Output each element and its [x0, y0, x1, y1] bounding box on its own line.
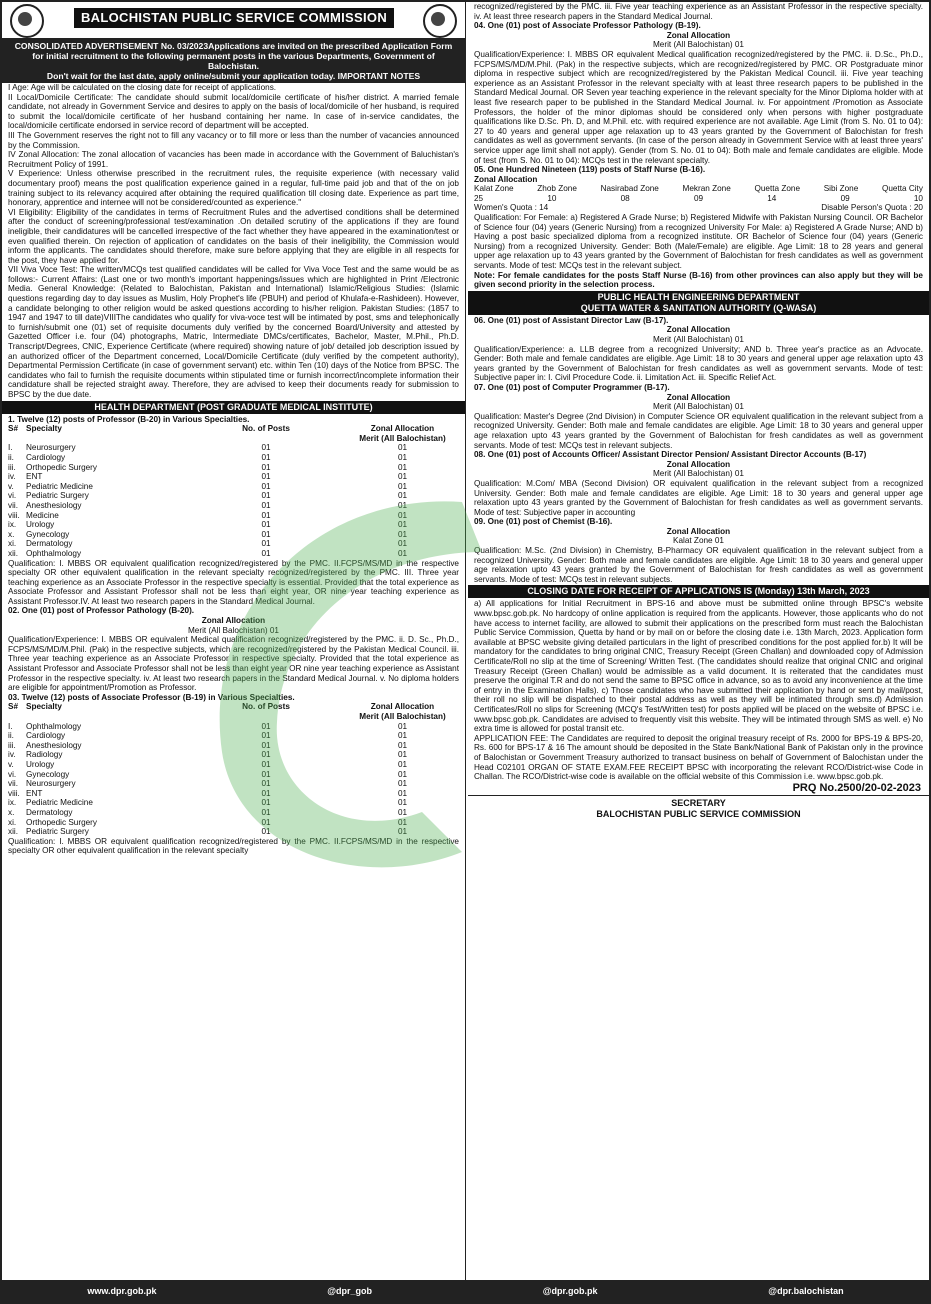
table-cell: vi. — [8, 769, 17, 779]
table-cell: Neurosurgery — [26, 779, 76, 789]
post-4-merit: Merit (All Balochistan) 01 — [652, 40, 744, 50]
table-cell: 01 — [397, 472, 408, 482]
table-cell: vi. — [8, 491, 17, 501]
post-3-title: 03. Twelve (12) posts of Associate Professor (B-19) in Various Specialties. — [8, 692, 295, 702]
table-row — [2, 789, 465, 799]
post-8-qualification: Qualification: M.Com/ MBA (Second Division) OR equivalent qualification in the relevant subject from a recognized University. Gender: Both male and female candidates are eligible. Age Limit: 18 to 30 years and general upper age relaxation upto 43 years granted by the Government of Balochistan for fresh candidates as well as government servants. Mode of test: Subjective paper in accounting — [474, 478, 923, 517]
bpsc-logo-icon — [423, 4, 457, 38]
post-3-table — [2, 722, 465, 837]
post-6-merit: Merit (All Balochistan) 01 — [652, 335, 744, 344]
table-cell: ENT — [26, 472, 43, 482]
table-row — [2, 741, 465, 751]
table-cell: iv. — [8, 750, 16, 760]
table-cell: 01 — [261, 520, 271, 530]
post-6-zonal: Zonal Allocation — [666, 325, 731, 335]
table-cell: 01 — [397, 807, 408, 817]
zone-name: Quetta City — [881, 184, 923, 194]
table-cell: 01 — [397, 721, 408, 731]
post-3-qualification: Qualification: I. MBBS OR equivalent qualification recognized/registered by the PMC. II.FCPS/MS/MD in the respective specialty OR other equivalent qualification in the relevant specialty — [8, 836, 459, 856]
table-cell: 01 — [261, 779, 271, 789]
table-row — [2, 482, 465, 492]
post-8-zonal: Zonal Allocation — [666, 459, 731, 469]
table-cell: 01 — [397, 500, 408, 510]
table-cell: ii. — [8, 731, 14, 741]
table-cell: 01 — [261, 759, 271, 769]
table-row — [2, 530, 465, 540]
post-7-merit: Merit (All Balochistan) 01 — [652, 402, 744, 412]
table-cell: ENT — [26, 788, 43, 798]
table-cell: 01 — [397, 769, 408, 779]
important-notes — [2, 83, 465, 400]
table-cell: 01 — [397, 452, 408, 462]
table-cell: 01 — [261, 788, 271, 798]
phe-department-bar — [468, 291, 929, 315]
prq-number: PRQ No.2500/20-02-2023 — [792, 781, 921, 794]
health-department-bar: HEALTH DEPARTMENT (POST GRADUATE MEDICAL INSTITUTE) — [2, 401, 465, 414]
table-cell: Urology — [26, 520, 55, 530]
table-row — [2, 750, 465, 760]
table-cell: 01 — [261, 452, 271, 462]
post-4-qualification: Qualification/Experience: I. MBBS OR equivalent Medical qualification recognized/registered by the PMC. ii. D.Sc., Ph.D., FCPS/MS/MD/M.Phil. (Pak) in the respective subjects, which are recognized/registered by PMC. OR Postgraduate minor diploma in respective subject which are recognized/registered by the Pakistan Medical Council. iii. Five year teaching experience as an Assistant Professor in the relevant specialty with at least three research papers to be published in the Standard Medical Journal. OR Seven year teaching experience in the relevant specialty for the Minor Diploma holder with at least five research paper to be published in the Standard Medical Journal. iv. For appointment /Promotion as Associate Professors, the holder of the minor diplomas should be considered only when persons with higher postgraduate qualifications like D.Sc. Ph. D, and M.Phil. etc. with required experience are not available. Age Limit (from S. No. 01 to 04): 27 to 40 years and general upper age relaxation up to 43 years granted by the Government of Balochistan for fresh candidates as well as government servants. (In case of the person already in Government Service with at least three years' service upper age limit shall not apply). Gender (from S. No. 01 to 04): Both male and female candidates are eligible. Mode of test (from S. No. 01 to 04): MCQs test in the relevant specialty. — [474, 49, 923, 165]
facebook-link[interactable]: @dpr.balochistan — [768, 1286, 844, 1296]
continued-text: recognized/registered by the PMC. iii. Five year teaching experience as an Assistant Professor in the respective specialty. iv. At least three research papers in the Standard Medical Journal. — [474, 2, 923, 21]
post-2-merit: Merit (All Balochistan) 01 — [187, 625, 279, 635]
table-cell: vii. — [8, 779, 19, 789]
table-cell: Urology — [26, 759, 55, 769]
post-5-title: 05. One Hundred Nineteen (119) posts of Staff Nurse (B-16). — [474, 165, 706, 175]
table-cell: 01 — [397, 539, 408, 549]
table-cell: 01 — [261, 443, 271, 453]
post-8-merit: Merit (All Balochistan) 01 — [652, 469, 744, 479]
table-cell: 01 — [397, 827, 408, 837]
advert-text: CONSOLIDATED ADVERTISEMENT No. 03/2023Applications are invited on the prescribed Application Form for initial recruitment to the following permanent posts in the various Departments, Government of Balochistan. — [14, 41, 453, 71]
post-7-zonal: Zonal Allocation — [666, 392, 731, 402]
disable-quota: Disable Person's Quota : 20 — [821, 203, 923, 213]
col-specialty: Specialty — [26, 424, 62, 434]
table-cell: xii. — [8, 827, 19, 837]
table-cell: x. — [8, 807, 15, 817]
post-1-table — [2, 443, 465, 558]
post-5-note: Note: For female candidates for the posts Staff Nurse (B-16) from other provinces can also apply but they will be given second priority in the selection process. — [474, 270, 923, 290]
table-cell: xii. — [8, 548, 19, 558]
table-cell: 01 — [261, 481, 271, 491]
table-cell: 01 — [397, 548, 408, 558]
application-fee: APPLICATION FEE: The Candidates are required to deposit the original treasury receipt of Rs. 2000 for BPS-19 & BPS-20, Rs. 600 for BPS-17 & 16 The amount should be deposited in the State Bank/National Bank of Pakistan only in the province of Balochistan or Government Treasury authorized to transact business on behalf of Government of Balochistan under the Head C02101 ORGAN OF STATE EXAM.FEE RECEIPT BPSC with incorporating the relevant RCO/District-wise Code in Challan. The RCO/District-wise code is available on the official website of this Commission i.e. www.bpsc.gob.pk. — [474, 733, 923, 782]
table-cell: viii. — [8, 510, 20, 520]
table-row — [2, 539, 465, 549]
table-cell: 01 — [397, 740, 408, 750]
secretary-org: BALOCHISTAN PUBLIC SERVICE COMMISSION — [596, 809, 801, 820]
table-cell: ix. — [8, 520, 17, 530]
table-cell: 01 — [261, 491, 271, 501]
table-cell: 01 — [261, 731, 271, 741]
table-cell: 01 — [261, 807, 271, 817]
table-cell: Cardiology — [26, 731, 66, 741]
post-9-merit: Kalat Zone 01 — [673, 536, 724, 546]
post-8-title: 08. One (01) post of Accounts Officer/ Assistant Director Pension/ Assistant Director Accounts (B-17) — [474, 450, 867, 460]
zone-names — [468, 184, 929, 194]
table-cell: 01 — [397, 731, 408, 741]
post-5-zonal: Zonal Allocation — [474, 174, 538, 184]
table-cell: xi. — [8, 539, 17, 549]
zone-name: Zhob Zone — [537, 184, 577, 194]
table-row — [2, 770, 465, 780]
secretary-signature — [468, 795, 929, 820]
table-row — [2, 818, 465, 828]
table-cell: 01 — [397, 750, 408, 760]
advert-notice: Don't wait for the last date, apply online/submit your application today. IMPORTANT NOTES — [46, 71, 421, 81]
table-cell: viii. — [8, 788, 20, 798]
zone-value: 25 — [474, 193, 484, 203]
table-cell: 01 — [397, 443, 408, 453]
note-item: V Experience: Unless otherwise prescribed in the recruitment rules, the requisite experience (with necessary valid documentary proof) means the post qualification experience gained in a regular, full-time paid job and that of the on job training subject to its relevancy acquired after obtaining the required qualification till closing date. Experience as part time, honorary, apprentice and internee will not be considered/counted as experience." — [8, 169, 459, 208]
table-row — [2, 443, 465, 453]
table-cell: xi. — [8, 817, 17, 827]
table-cell: iii. — [8, 462, 16, 472]
col-zonal: Zonal Allocation — [370, 424, 435, 434]
footer-bar — [2, 1280, 929, 1302]
zone-name: Nasirabad Zone — [600, 184, 659, 194]
table-cell: Pediatric Surgery — [26, 827, 89, 837]
instagram-link[interactable]: @dpr.gob.pk — [542, 1286, 598, 1296]
left-column — [2, 2, 466, 1302]
table-cell: 01 — [397, 491, 408, 501]
table-cell: Anesthesiology — [26, 500, 82, 510]
table-cell: Anesthesiology — [26, 740, 82, 750]
table-cell: iii. — [8, 740, 16, 750]
merit-label: Merit (All Balochistan) — [359, 712, 446, 721]
note-item: VII Viva Voce Test: The written/MCQs test qualified candidates will be called for Viva Voce Test and the same would be as follows:- Current Affairs: (Last one or two month's important happenings/issues which are highlighted in Print /Electronic Media. General Knowledge: (Related to Balochistan, Pakistan and International) Islamic/Religious Studies: (Islamic questions regarding day to day issues as Muslim, Holy Prophet's life (PBUH) and period of Khulafa-e-Rashideen). However, a candidate belonging to other religion would be asked questions according to his/her religion. Pakistan Studies: (1857 to 1947 and 1947 to till date)VIIIThe candidates who qualify for viva-voce test will be intimated by post, sms and telephonically to furnish/submit one (01) set of requisite documents duly verified by the concerned Board/University and attested by Gazetted Officer i.e. four (04) photographs, Matric, Intermediate DMCs/certificates, Bachelor, Master, M.Phil., Ph.D. Transcript/Degrees, CNIC, Experience Certificate (where required) showing nature of job/ detailed job description issued by an authorized officer of the Department concerned, Local/Domicile Certificate (duly verified by the competent authority), Departmental Permission Certificate (in case of government servant) etc. within Ten (10) days of the Notice from BPSC. The candidates who fail to furnish the requisite documents within stipulated time or furnish incorrect/incomplete information their candidature shall be rejected straight away. Therefore, they are advised to keep their documents ready for submission to BPSC by the due date. — [8, 265, 459, 399]
post-2-qualification: Qualification/Experience: I. MBBS OR equivalent Medical qualification recognized/registered by the PMC. ii. D. Sc., Ph.D., FCPS/MS/MD/M.Phil. (Pak) in the respective subjects, which are recognized/registered by the Pakistan Medical Council. iii. Three year teaching experience as an Associate Professor in respective specialty. Provided that the total experience as Assistant Professor and Associate Professor shall not be less than eight year OR nine year teaching experience as Assistant Professor in the respective specialty. iv. At least two research papers in the Standard Medical Journal. v. No diploma holders are eligible for appointment/Promotion as Professor. — [8, 635, 459, 693]
table-row — [2, 798, 465, 808]
post-9-qualification: Qualification: M.Sc. (2nd Division) in Chemistry, B-Pharmacy OR equivalent qualification in the relevant subject from a recognized University. Gender: Both male and female candidates are eligible. Age Limit: 18 to 30 years and general upper age relaxation upto 43 years granted by the Government of Balochistan for fresh candidates as well as government servants. Mode of test: MCQs test in relevant subjects. — [474, 546, 923, 584]
table-row — [2, 827, 465, 837]
post-7-qualification: Qualification: Master's Degree (2nd Division) in Computer Science OR equivalent qualification in the relevant subject from a recognized University. Gender: Both male and female candidates are eligible. Age Limit: 18 to 30 years and general upper age relaxation upto 43 years granted by the Government of Balochistan for fresh candidates as well as government servants. Mode of test: MCQs test in relevant subjects. — [474, 411, 923, 450]
table-cell: 01 — [397, 481, 408, 491]
post-1-qualification: Qualification: I. MBBS OR equivalent qualification recognized/registered by the PMC. II.FCPS/MS/MD in the respective specialty OR other equivalent qualification in the relevant specialty recognized/registered by the PMC. III. Three year teaching experience as an Associate Professor in the respective specialty is essential. Provided that the total experience as Associate Professor and Assistant Professor shall not be less than eight year, OR nine year teaching experience as Assistant Professor.IV. At least two research papers in the Standard Medical Journal. — [8, 558, 459, 606]
table-cell: 01 — [261, 548, 271, 558]
table-cell: Ophthalmology — [26, 721, 82, 731]
twitter-link[interactable]: @dpr_gob — [327, 1286, 373, 1296]
phe-bar-line-2: QUETTA WATER & SANITATION AUTHORITY (Q-WASA) — [580, 302, 817, 313]
post-5-qualification: Qualification: For Female: a) Registered A Grade Nurse; b) Registered Midwife with Pakistan Nursing Council. OR Bachelor of Science four (04) years (Generic Nursing) from a recognized University For Male: a) Registered A Grade Nurse; AND b) Having a post basic specialized diploma from a recognized institute. OR Bachelor of Science four (04) years (Generic Nursing) from a recognized University. Gender: Both (Male/Female) are eligible. Age Limit: 18 to 28 years and general upper age relaxation up to 43 years granted by the Government of Balochistan for fresh candidates as well as government servants. Mode of test: MCQs test in the relevant subject. — [474, 213, 923, 271]
table-cell: ii. — [8, 452, 14, 462]
post-9-title: 09. One (01) post of Chemist (B-16). — [474, 517, 613, 527]
closing-instructions: a) All applications for Initial Recruitment in BPS-16 and above must be submitted online through BPSC's website www.bpsc.gob.pk. No hardcopy of online application is required from the applicants. However, those applicants who do not have access to internet facility, are allowed to submit their applications on the prescribed form must reach the Balochistan Public Service Commission, Quetta by hand or by mail on or before the closing date i.e. 13th March, 2023. Application form available at BPSC website giving detailed particulars in the light of prescribed conditions for the post applied for.b) It will be mandatory for the candidates to bring original CNIC, Treasury Receipt (Green Challan) and downloaded copy of Admission Certificate/Roll no slip at the time of Screening/ Written Test. (The candidates should realize that original CNIC and original Treasury Receipt (Green Challan) would be admissible as a valid document. It is reiterated that the candidates must preserve the original T.R and do not send the same to BPSC office in advance, so as to avoid any inconvenience at the time of entry in the Examination Halls). c) Those candidates who have submitted their application by hand or sent by mail/post, their roll no slip will be dispatched to their postal address as well as they will be intimated through sms.d) Admission Certificates/Roll no slips for Screening (MCQ's Test/Written test) for posts applied will be placed on the website of BPSC i.e. www.bpsc.gob.pk. Candidates are advised to frequently visit this website. They will be intimated through SMS as well. e) No extra time is allowed for postal transit etc. — [474, 599, 923, 734]
quota-row — [468, 203, 929, 213]
table-row — [2, 511, 465, 521]
col-sno: S# — [8, 424, 19, 434]
table-row — [2, 808, 465, 818]
post-2-zonal: Zonal Allocation — [201, 616, 266, 626]
table-cell: Orthopedic Surgery — [26, 817, 97, 827]
table-row — [2, 463, 465, 473]
page-title: BALOCHISTAN PUBLIC SERVICE COMMISSION — [74, 8, 394, 28]
post-4-title: 04. One (01) post of Associate Professor Pathology (B-19). — [474, 21, 701, 31]
table-row — [2, 779, 465, 789]
post-2-title: 02. One (01) post of Professor Pathology (B-20). — [8, 606, 195, 616]
table-cell: vii. — [8, 500, 19, 510]
closing-date-bar: CLOSING DATE FOR RECEIPT OF APPLICATIONS IS (Monday) 13th March, 2023 — [468, 585, 929, 598]
post-1-title: 1. Twelve (12) posts of Professor (B-20) in Various Specialties. — [8, 414, 250, 424]
right-column — [468, 2, 929, 1302]
table-row — [2, 520, 465, 530]
table-cell: 01 — [397, 798, 408, 808]
table-row — [2, 549, 465, 559]
post-6-qualification: Qualification/Experience: a. LLB degree from a recognized University; AND b. Three year's practice as an Advocate. Gender: Both male and female candidates are eligible. Age Limit: 18 to 30 years and general upper age relaxation upto 43 years granted by the Government of Balochistan for fresh candidates as well as government servants. Mode of test: Subjective paper in: I. Civil Procedure Code. ii. Limitation Act. iii. Specific Relief Act. — [474, 344, 923, 383]
table-cell: ix. — [8, 798, 17, 808]
table-cell: 01 — [397, 529, 408, 539]
table-cell: 01 — [261, 750, 271, 760]
header — [2, 2, 465, 39]
table-cell: iv. — [8, 472, 16, 482]
table-cell: 01 — [261, 472, 271, 482]
table-row — [2, 472, 465, 482]
table-cell: 01 — [261, 510, 271, 520]
table-header — [2, 424, 465, 434]
table-cell: Radiology — [26, 750, 63, 760]
post-9-zonal: Zonal Allocation — [666, 526, 731, 536]
zone-value: 10 — [547, 193, 557, 203]
zone-value: 08 — [620, 193, 630, 203]
table-cell: Neurosurgery — [26, 443, 76, 453]
note-item: VI Eligibility: Eligibility of the candidates in terms of Recruitment Rules and the advertised conditions shall be determined after the conduct of screening/professional test/examination .On detailed scrutiny of the applications if they are found ineligible, their candidatures will be cancelled irrespective of the fact whether they have appeared in the examination/test or even qualified therein. On rejection of application of candidates on the basis of their ineligibility, the Commission would inform the applicants. The candidates should therefore, make sure before applying that they are eligible in all respects for the post, they have applied for. — [8, 207, 459, 265]
table-cell: 01 — [261, 740, 271, 750]
post-6-title: 06. One (01) post of Assistant Director Law (B-17). — [474, 315, 669, 325]
table-cell: 01 — [397, 510, 408, 520]
note-item: IV Zonal Allocation: The zonal allocation of vacancies has been made in accordance with the Government of Baluchistan's Recruitment Policy of 1991. — [8, 150, 459, 169]
zone-name: Quetta Zone — [754, 184, 800, 194]
table-cell: 01 — [261, 529, 271, 539]
table-cell: I. — [8, 721, 13, 731]
zone-value: 10 — [913, 193, 923, 203]
table-cell: 01 — [397, 520, 408, 530]
secretary-title: SECRETARY — [671, 798, 726, 809]
table-cell: 01 — [397, 779, 408, 789]
table-cell: Cardiology — [26, 452, 66, 462]
zone-name: Sibi Zone — [823, 184, 859, 194]
merit-label: Merit (All Balochistan) — [359, 433, 446, 443]
table-cell: Medicine — [26, 510, 59, 520]
table-cell: Gynecology — [26, 769, 70, 779]
table-cell: 01 — [261, 500, 271, 510]
phe-bar-line-1: PUBLIC HEALTH ENGINEERING DEPARTMENT — [597, 291, 800, 302]
table-cell: 01 — [261, 827, 271, 837]
table-cell: I. — [8, 443, 13, 453]
table-cell: 01 — [397, 462, 408, 472]
womens-quota: Women's Quota : 14 — [474, 203, 549, 213]
table-cell: 01 — [261, 817, 271, 827]
table-cell: Dermatology — [26, 539, 73, 549]
table-cell: 01 — [397, 817, 408, 827]
table-row — [2, 722, 465, 732]
zone-name: Kalat Zone — [474, 184, 514, 194]
table-cell: Gynecology — [26, 529, 70, 539]
table-row — [2, 501, 465, 511]
table-cell: 01 — [261, 798, 271, 808]
table-cell: 01 — [261, 462, 271, 472]
table-header: S# Specialty No. of Posts Zonal Allocation — [8, 702, 435, 712]
note-item: III The Government reserves the right not to fill any vacancy or to fill more or less than the number of vacancies announced by the Commission. — [8, 130, 459, 150]
table-cell: Pediatric Surgery — [26, 491, 89, 501]
zone-value: 09 — [693, 193, 704, 203]
table-row — [2, 731, 465, 741]
table-row — [2, 760, 465, 770]
zone-value: 09 — [840, 193, 850, 203]
table-cell: 01 — [397, 759, 408, 769]
table-cell: Ophthalmology — [26, 548, 82, 558]
post-4-zonal: Zonal Allocation — [666, 30, 731, 40]
table-row — [2, 453, 465, 463]
table-cell: 01 — [397, 788, 408, 798]
table-row — [2, 491, 465, 501]
table-cell: v. — [8, 759, 14, 769]
table-cell: Pediatric Medicine — [26, 798, 93, 808]
table-cell: Pediatric Medicine — [26, 481, 93, 491]
note-item: I Age: Age will be calculated on the closing date for receipt of applications. — [8, 83, 277, 92]
post-7-title: 07. One (01) post of Computer Programmer (B-17). — [474, 382, 670, 392]
table-cell: 01 — [261, 721, 271, 731]
website-link[interactable]: www.dpr.gob.pk — [87, 1286, 157, 1296]
table-cell: 01 — [261, 539, 271, 549]
col-posts: No. of Posts — [242, 424, 290, 434]
note-item: II Local/Domicile Certificate: The candidate should submit local/domicile certificate of his/her district. A married female candidate, not already in Government Service and desires to apply on the basis of local/domicile of her husband, is required to submit the local/domicile certificate of her husband containing her name. In case of in-service candidates, the local/domicile certificate endorsed in service record of department will be accepted. — [8, 92, 459, 131]
zone-values — [468, 194, 929, 204]
table-cell: v. — [8, 481, 14, 491]
government-logo-icon — [10, 4, 44, 38]
table-cell: Orthopedic Surgery — [26, 462, 97, 472]
zone-name: Mekran Zone — [682, 184, 731, 194]
table-cell: x. — [8, 529, 15, 539]
table-cell: 01 — [261, 769, 271, 779]
zone-value: 14 — [767, 193, 777, 203]
advert-heading — [2, 39, 465, 83]
table-cell: Dermatology — [26, 807, 73, 817]
